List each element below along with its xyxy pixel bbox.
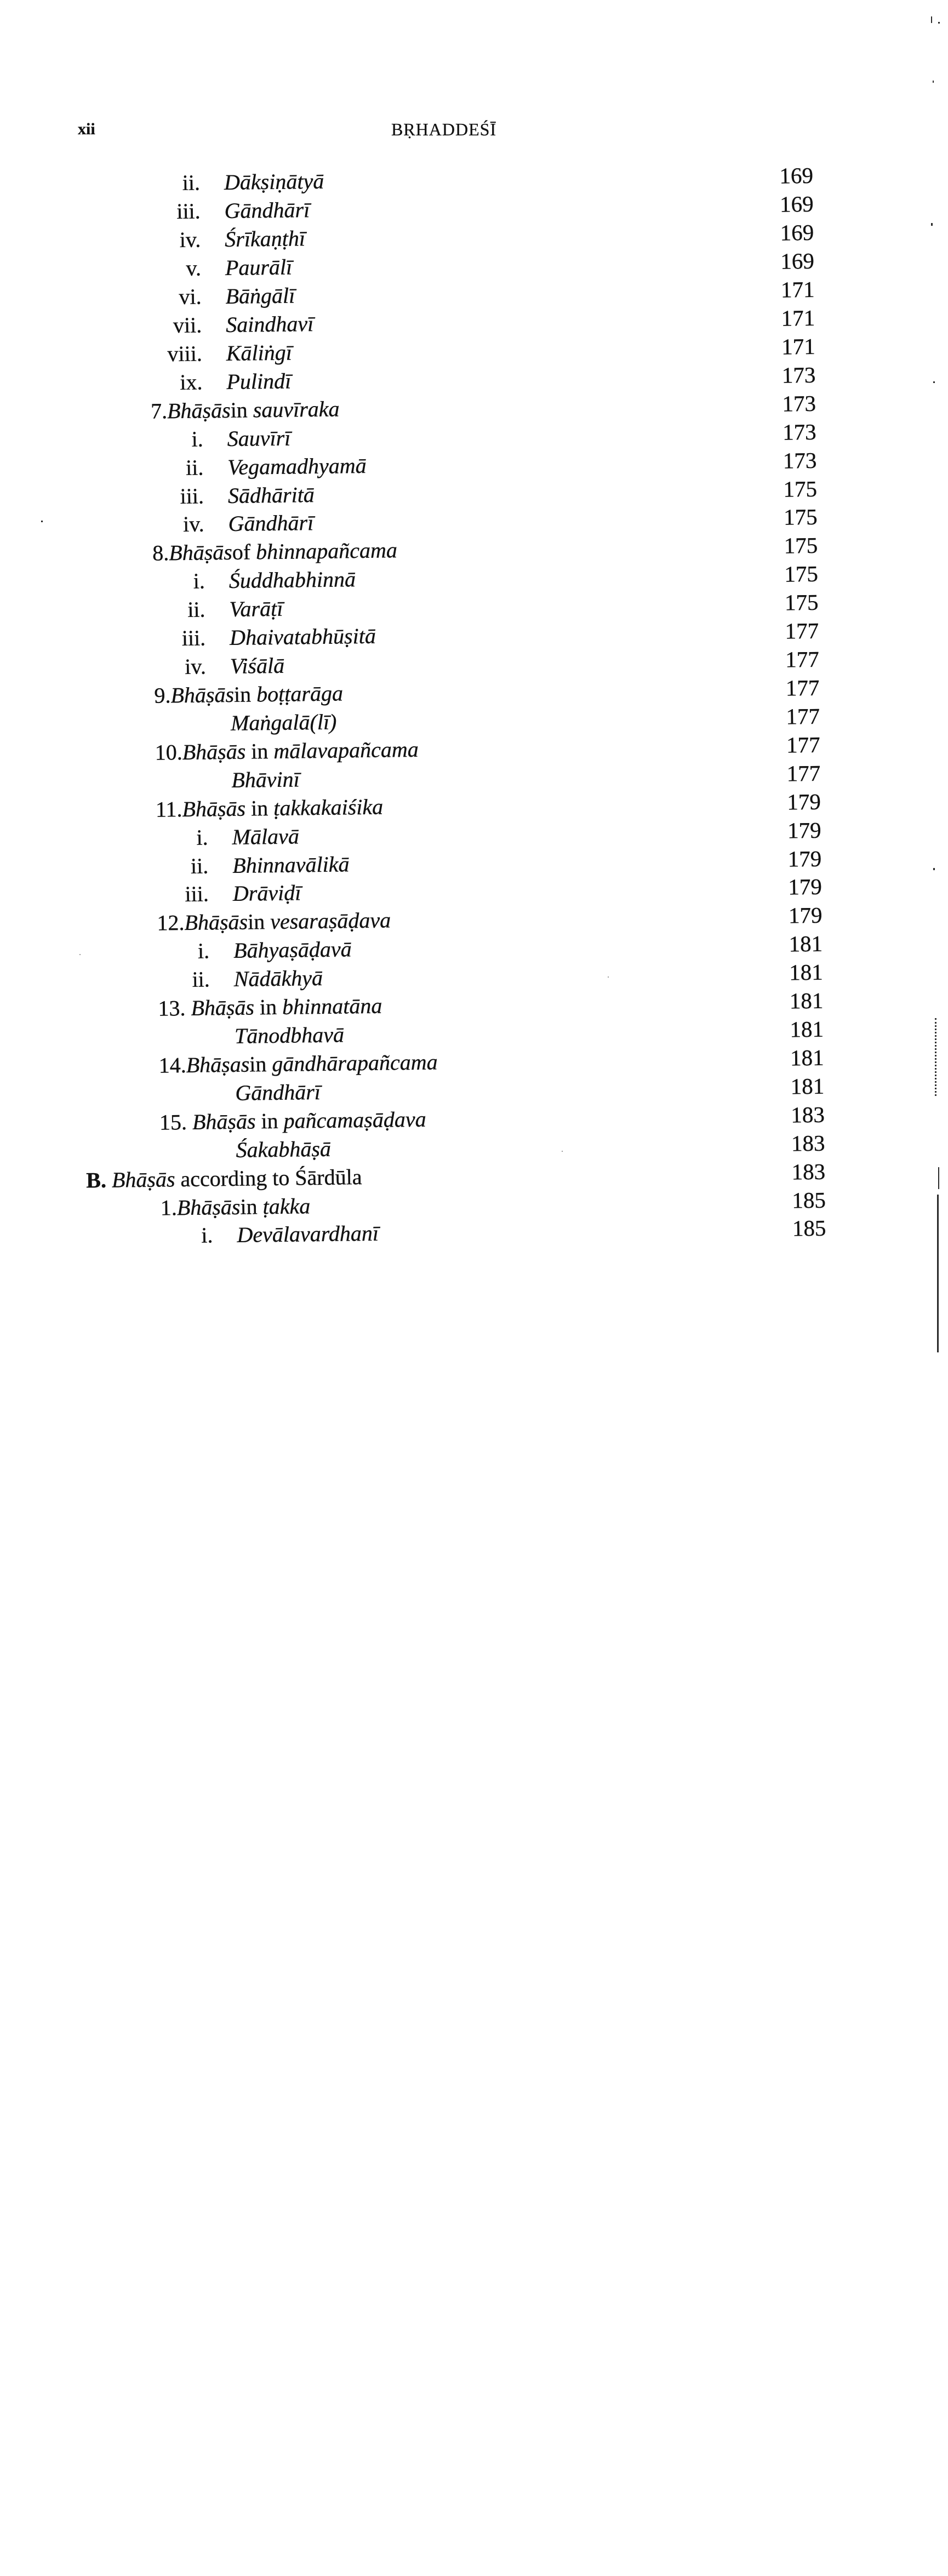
entry-numeral: iii. <box>185 881 209 907</box>
heading-name: vesaraṣāḍava <box>270 907 391 934</box>
entry-title: Kāliṅgī <box>226 340 293 365</box>
page-number: 179 <box>787 817 821 843</box>
entry-title: Gāndhārī <box>235 1079 321 1105</box>
entry-title: Bāṅgālī <box>225 283 295 309</box>
entry-numeral: i. <box>191 426 203 452</box>
heading-word: Bhāṣās <box>167 397 231 424</box>
entry-numeral: vi. <box>179 284 202 310</box>
entry-numeral: iii. <box>181 625 206 651</box>
folio: xii <box>78 120 95 138</box>
page-number: 181 <box>790 1073 825 1099</box>
entry-numeral: ix. <box>180 369 203 395</box>
page-number: 175 <box>784 533 818 558</box>
page-number: 181 <box>789 930 823 957</box>
heading-number: 11. <box>155 796 182 822</box>
page-number: 181 <box>789 987 824 1014</box>
scan-edge-line <box>937 1195 939 1352</box>
page-number: 181 <box>789 959 823 985</box>
entry-title: Maṅgalā(lī) <box>230 709 337 735</box>
entry-title: Bāhyaṣāḍavā <box>233 936 352 963</box>
page-number: 177 <box>785 618 819 644</box>
page-number: 177 <box>786 760 821 786</box>
page-number: 183 <box>791 1101 825 1128</box>
running-head: BṚHADDEŚĪ <box>391 119 497 139</box>
page-number: 169 <box>779 191 814 217</box>
page-number: 169 <box>780 248 815 274</box>
page-number: 183 <box>791 1130 825 1156</box>
entry-numeral: i. <box>197 938 210 963</box>
section-heading-label <box>156 792 384 824</box>
heading-connector: in <box>255 1108 284 1134</box>
scan-artifact <box>41 521 43 522</box>
page-number: 171 <box>781 333 816 359</box>
section-heading-label <box>152 536 397 568</box>
entry-title: Devālavardhanī <box>237 1221 379 1248</box>
entry-numeral: ii. <box>182 170 201 196</box>
scan-artifact <box>935 1018 936 1096</box>
part-heading-label <box>86 1163 362 1195</box>
heading-number: 15. <box>159 1109 193 1135</box>
entry-numeral: v. <box>186 255 202 281</box>
page-number: 181 <box>790 1044 824 1071</box>
entry-title: Nādākhyā <box>233 966 323 992</box>
heading-word: Bhāṣās <box>111 1166 175 1192</box>
scan-artifact <box>608 976 609 978</box>
heading-number: 9. <box>154 683 171 708</box>
entry-numeral: i. <box>193 568 205 594</box>
entry-numeral: iv. <box>179 227 201 253</box>
heading-number: 7. <box>150 398 168 424</box>
heading-number: 13. <box>158 995 191 1021</box>
page-number: 177 <box>785 675 820 701</box>
page-number: 175 <box>783 476 818 502</box>
section-heading-label <box>158 1048 438 1079</box>
section-heading-label <box>154 679 343 710</box>
page-number: 179 <box>787 789 821 815</box>
entry-title: Drāviḍī <box>232 880 301 906</box>
heading-connector: of <box>232 539 256 565</box>
page-number: 177 <box>785 646 819 672</box>
section-heading-label <box>155 735 419 767</box>
heading-name: bhinnapañcama <box>255 538 398 564</box>
heading-name: sauvīraka <box>253 396 340 422</box>
heading-number: 12. <box>157 910 185 935</box>
section-heading-label <box>158 992 382 1023</box>
scan-artifact <box>931 223 933 226</box>
section-heading-label <box>159 1105 426 1136</box>
entry-numeral: i. <box>201 1223 213 1248</box>
page-number: 185 <box>792 1215 826 1241</box>
page-number: 169 <box>779 163 814 189</box>
heading-name: mālavapañcama <box>273 736 419 763</box>
heading-word: Bhāṣās <box>192 1109 256 1134</box>
entry-title: Tānodbhavā <box>234 1022 345 1048</box>
entry-title: Śakabhāṣā <box>236 1136 332 1162</box>
entry-title: Sādhāritā <box>227 482 315 508</box>
heading-number: 1. <box>160 1195 178 1220</box>
page-number: 179 <box>787 846 822 872</box>
scan-artifact <box>933 868 935 870</box>
heading-connector: according to Śārdūla <box>175 1164 362 1191</box>
entry-numeral: viii. <box>167 341 203 367</box>
heading-name: boṭṭarāga <box>256 681 344 707</box>
heading-word: Bhāṣās <box>191 995 255 1020</box>
entry-title: Śuddhabhinnā <box>229 567 356 593</box>
heading-word: Bhāṣās <box>168 540 233 566</box>
entry-title: Gāndhārī <box>228 510 314 536</box>
heading-connector: in <box>233 682 257 707</box>
entry-title: Gāndhārī <box>224 197 310 224</box>
entry-numeral: vii. <box>173 312 202 338</box>
scan-artifact <box>938 1167 939 1189</box>
heading-connector: in <box>240 1193 263 1219</box>
entry-title: Bhāvinī <box>231 767 300 792</box>
page-number: 177 <box>786 732 820 758</box>
heading-word: Bhāṣās <box>176 1194 241 1220</box>
page-number: 169 <box>780 220 814 245</box>
entry-title: Varāṭī <box>229 596 283 622</box>
scan-artifact <box>562 1151 563 1152</box>
heading-word: Bhāṣās <box>184 909 248 935</box>
scan-artifact <box>931 16 932 23</box>
section-heading-label <box>151 395 340 425</box>
page-number: 185 <box>791 1187 826 1213</box>
page-number: 179 <box>788 903 823 928</box>
section-heading-label <box>157 906 391 938</box>
page-number: 175 <box>784 589 819 615</box>
page-number: 173 <box>783 447 817 473</box>
page-number: 177 <box>786 703 820 729</box>
scan-artifact <box>933 381 935 383</box>
heading-number: 8. <box>152 540 169 566</box>
entry-title: Paurālī <box>225 254 293 281</box>
page-number: 175 <box>783 504 818 530</box>
heading-name: gāndhārapañcama <box>272 1049 438 1076</box>
heading-word: Bhāṣas <box>186 1052 250 1077</box>
entry-numeral: ii. <box>192 967 210 992</box>
heading-name: bhinnatāna <box>282 993 382 1019</box>
entry-title: Saindhavī <box>225 311 314 337</box>
scan-artifact <box>79 954 81 955</box>
heading-number: 10. <box>155 739 182 765</box>
entry-title: Mālavā <box>232 824 300 849</box>
entry-numeral: ii. <box>187 597 205 622</box>
entry-title: Dākṣiṇātyā <box>224 169 324 195</box>
entry-numeral: iv. <box>182 511 204 537</box>
page-number: 171 <box>781 305 815 331</box>
scan-artifact <box>938 22 940 24</box>
scan-artifact <box>933 81 934 83</box>
heading-connector: in <box>245 738 274 764</box>
entry-numeral: ii. <box>190 853 209 878</box>
heading-word: Bhāṣās <box>182 739 246 764</box>
heading-name: ṭakka <box>262 1193 311 1219</box>
entry-title: Bhinnavālikā <box>232 851 350 878</box>
heading-connector: in <box>254 994 283 1020</box>
heading-name: pañcamaṣāḍava <box>283 1106 426 1133</box>
heading-name: ṭakkakaiśika <box>273 794 384 820</box>
page-number: 181 <box>790 1016 824 1042</box>
page-number: 173 <box>782 419 816 445</box>
page-number: 175 <box>784 561 819 587</box>
section-heading-label <box>161 1192 311 1222</box>
heading-connector: in <box>245 795 274 821</box>
heading-number: B. <box>85 1167 112 1192</box>
table-of-contents <box>0 0 835 1263</box>
entry-title: Vegamadhyamā <box>227 453 367 479</box>
page-number: 173 <box>781 362 816 388</box>
entry-title: Dhaivatabhūṣitā <box>229 623 376 650</box>
page-number: 171 <box>780 276 815 302</box>
heading-connector: in <box>247 909 271 934</box>
page-number: 179 <box>788 874 823 900</box>
entry-title: Viśālā <box>230 653 285 678</box>
entry-numeral: iv. <box>184 654 207 679</box>
entry-title: Pulindī <box>226 368 292 394</box>
page-number: 173 <box>782 390 816 416</box>
heading-connector: in <box>230 397 254 422</box>
heading-word: Bhāṣās <box>170 682 235 708</box>
entry-numeral: iii. <box>176 198 201 224</box>
heading-word: Bhāṣās <box>182 796 246 821</box>
page-number: 183 <box>791 1158 826 1185</box>
entry-numeral: i. <box>196 825 208 850</box>
entry-title: Sauvīrī <box>227 425 291 451</box>
heading-connector: in <box>249 1051 272 1077</box>
entry-title: Śrīkaṇṭhī <box>224 226 306 252</box>
heading-number: 14. <box>158 1052 186 1078</box>
entry-numeral: ii. <box>185 455 204 480</box>
entry-numeral: iii. <box>180 483 204 509</box>
